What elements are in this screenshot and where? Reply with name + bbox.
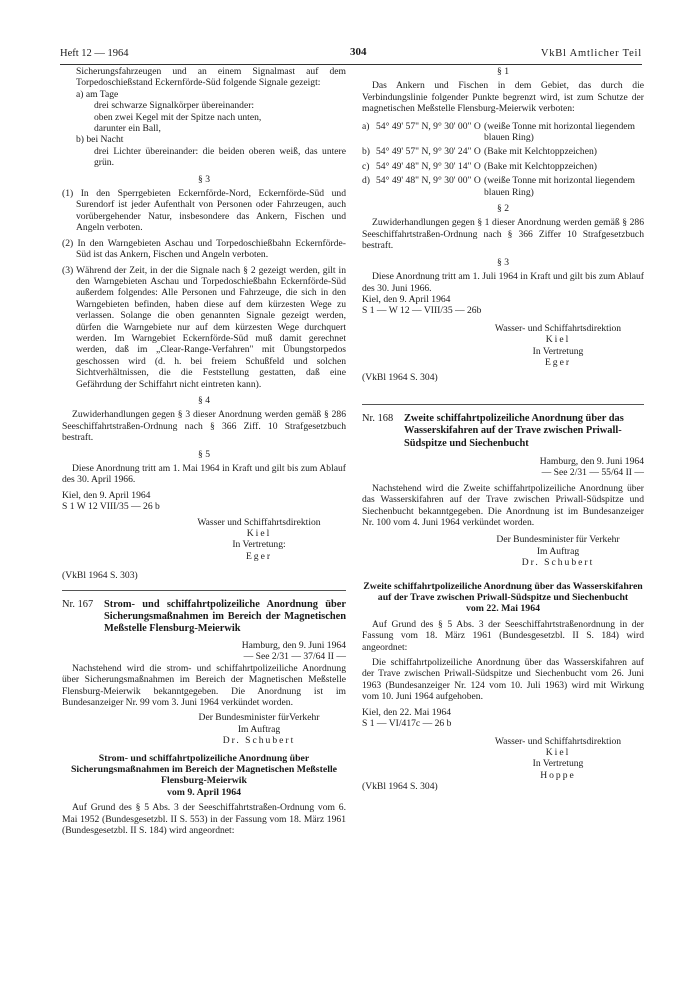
coordinate-description: (weiße Tonne mit horizontal liegendem blauen Ring) [484, 120, 636, 144]
coordinate-id: d) [362, 175, 370, 187]
coordinate-position: 54° 49' 57" N, 9° 30' 00" O [376, 120, 481, 132]
signature-line: In Vertretung [532, 758, 584, 770]
paragraph: Das Ankern und Fischen in dem Gebiet, das durch die Verbindungslinie folgender Punkte begrenzt wird, ist zum Schutze der magnetischen Meßstelle Flensburg-Meierwik verboten: [362, 80, 644, 115]
ordinance-date: vom 22. Mai 1964 [465, 603, 540, 615]
signature-line: Wasser- und Schiffahrtsdirektion [494, 322, 622, 334]
place-date: Kiel, den 22. Mai 1964 [362, 706, 451, 718]
coordinate-id: c) [362, 160, 370, 172]
left-column [62, 66, 346, 836]
signature-line: Der Bundesminister fürVerkehr [198, 712, 320, 724]
source-reference: (VkBl 1964 S. 303) [62, 570, 138, 582]
article-heading [62, 599, 346, 636]
ordinance-date: vom 9. April 1964 [166, 786, 242, 798]
signature-line: Dr. Schubert [222, 735, 296, 747]
article-title: Zweite schiffahrtpolizeiliche Anordnung über das Wasserskifahren auf der Trave zwischen Priwall-Südspitze und Siechenbucht [404, 412, 624, 449]
paragraph: (2) In den Warngebieten Aschau und Torpedoschießbahn Eckernförde-Süd ist das Ankern, Fischen und Angeln verboten. [62, 237, 346, 261]
paragraph: Zuwiderhandlungen gegen § 3 dieser Anordnung werden gemäß § 286 Seeschiffahrtstraßen-Ordnung nach § 366 Ziff. 10 Strafgesetzbuch bestraft. [62, 409, 346, 444]
signature-block [62, 517, 346, 563]
signal-night-label: b) bei Nacht [76, 134, 124, 146]
reference-number: — See 2/31 — 55/64 II — [541, 467, 644, 479]
place-date: Kiel, den 9. April 1964 [62, 489, 151, 501]
paragraph: Zuwiderhandlungen gegen § 1 dieser Anordnung werden gemäß § 286 Seeschiffahrtstraßen-Ordnung nach § 366 Ziffer 10 Strafgesetzbuch bestraft. [362, 217, 644, 252]
article-title: Strom- und schiffahrtpolizeiliche Anordnung über Sicherungsmaßnahmen im Bereich der Magnetischen Meßstelle Flensburg-Meierwik [104, 598, 346, 635]
reference-number: S 1 — W 12 — VIII/35 — 26b [362, 305, 482, 317]
paragraph: Nachstehend wird die strom- und schiffahrtpolizeiliche Anordnung über Sicherungsmaßnahmen im Bereich der Magnetischen Meßstelle Flensburg-Meierwik bekanntgegeben. Die Anordnung ist im Bundesanzeiger Nr. 99 vom 3. Juni 1964 verkündet worden. [62, 662, 346, 708]
signature-line: Eger [245, 550, 273, 562]
coordinate-position: 54° 49' 57" N, 9° 30' 24" O [376, 146, 481, 158]
coordinate-row [362, 146, 644, 157]
signature-block [362, 736, 644, 782]
signal-day-line: oben zwei Kegel mit der Spitze nach unten, [94, 111, 262, 123]
coordinate-row [362, 121, 644, 144]
article-heading [362, 413, 644, 450]
issue-label: Heft 12 — 1964 [60, 48, 129, 59]
place-date: Hamburg, den 9. Juni 1964 [539, 455, 644, 467]
signal-day-line: drei schwarze Signalkörper übereinander: [94, 100, 255, 112]
reference-number: S 1 W 12 VIII/35 — 26 b [62, 501, 160, 513]
signature-line: Im Auftrag [237, 723, 281, 735]
signature-line: Wasser- und Schiffahrtsdirektion [494, 735, 622, 747]
signature-line: Eger [544, 356, 572, 368]
ordinance-title: Zweite schiffahrtpolizeiliche Anordnung über das Wasserskifahren auf der Trave zwischen Priwall-Südspitze und Siechenbucht [363, 580, 643, 604]
source-reference: (VkBl 1964 S. 304) [362, 372, 438, 384]
section-heading: § 1 [497, 66, 509, 77]
divider [62, 590, 346, 591]
signature-line: Hoppe [540, 769, 576, 781]
coordinate-row [362, 175, 644, 198]
signature-line: Im Auftrag [536, 545, 580, 557]
coordinate-row [362, 161, 644, 172]
coordinate-description: (weiße Tonne mit horizontal liegendem blauen Ring) [484, 175, 636, 198]
paragraph: (1) In den Sperrgebieten Eckernförde-Nord, Eckernförde-Süd und Surendorf ist jeder Aufenthalt von Personen oder Fahrzeugen, auch vorübergehender Natur, insbesondere das Ankern, Fischen und Angeln verboten. [62, 188, 346, 234]
section-heading: § 3 [497, 256, 509, 268]
signature-line: Kiel [545, 746, 571, 758]
paragraph: Auf Grund des § 5 Abs. 3 der Seeschiffahrtstraßenordnung in der Fassung vom 18. März 1961 (Bundesgesetzbl. II S. 184) wird angeordnet: [362, 618, 644, 653]
journal-section: VkBl Amtlicher Teil [540, 48, 642, 59]
signature-line: In Vertretung [532, 345, 584, 357]
coordinate-description: (Bake mit Kelchtoppzeichen) [484, 160, 597, 172]
source-reference: (VkBl 1964 S. 304) [362, 781, 438, 793]
paragraph: Die schiffahrtpolizeiliche Anordnung über das Wasserskifahren auf der Trave zwischen Priwall-Südspitze und Siechenbucht vom 26. Juni 1963 (Bundesanzeiger Nr. 124 vom 10. Juli 1963) wird mit Wirkung vom 10. Juni 1964 aufgehoben. [362, 657, 644, 703]
signature-line: Der Bundesminister für Verkehr [496, 534, 620, 546]
coordinate-list [362, 121, 644, 198]
paragraph: (3) Während der Zeit, in der die Signale nach § 2 gezeigt werden, gilt in den Warngebieten Aschau und Torpedoschießbahn Eckernförde-Süd außerdem folgendes: Alle Personen und Fahrzeuge, die sich in den Warngebieten befinden, haben diese auf dem kürzesten Wege zu verlassen. Solange die oben genannten Signale gezeigt werden, dürfen die Warngebiete nur auf dem kürzesten Wege durchquert werden. Im Warngebiet Eckernförde-Süd muß damit gerechnet werden, daß im „Clear-Range-Verfahren" mit Übungstorpedos geschossen wird (d. h. bei freiem Schußfeld und solchen Sichtverhältnissen, die die Feststellung gestatten, daß eine Gefährdung der Schiffahrt nicht eintreten kann). [62, 264, 346, 390]
section-heading: § 2 [497, 203, 509, 215]
reference-number: S 1 — VI/417c — 26 b [362, 718, 452, 730]
paragraph: Auf Grund des § 5 Abs. 3 der Seeschiffahrtstraßen-Ordnung vom 6. Mai 1952 (Bundesgesetzbl. II S. 553) in der Fassung vom 18. März 1961 (Bundesgesetzbl. II S. 184) wird angeordnet: [62, 802, 346, 836]
paragraph: Diese Anordnung tritt am 1. Mai 1964 in Kraft und gilt bis zum Ablauf des 30. April 1966. [62, 463, 346, 486]
page-header [60, 46, 642, 65]
signature-line: In Vertretung: [232, 539, 286, 551]
place-date: Kiel, den 9. April 1964 [362, 293, 451, 305]
right-column [362, 66, 644, 793]
signature-line: Wasser und Schiffahrtsdirektion [197, 516, 321, 528]
signature-block [362, 323, 644, 369]
section-heading: § 4 [198, 394, 210, 406]
signal-day-label: a) am Tage [76, 88, 119, 100]
reference-number: — See 2/31 — 37/64 II — [243, 651, 346, 663]
signature-line: Kiel [246, 528, 272, 540]
ordinance-title: Strom- und schiffahrtpolizeiliche Anordnung über Sicherungsmaßnahmen im Bereich der Magnetischen Meßstelle Flensburg-Meierwik [70, 752, 338, 787]
signature-block [362, 534, 644, 568]
signal-night-text: drei Lichter übereinander: die beiden oberen weiß, das untere grün. [94, 145, 346, 169]
article-number: Nr. 167 [62, 598, 94, 610]
coordinate-id: b) [362, 146, 370, 158]
signature-line: Dr. Schubert [521, 557, 595, 569]
page-number: 304 [350, 46, 367, 58]
paragraph: Nachstehend wird die Zweite schiffahrtpolizeiliche Anordnung über das Wasserskifahren auf der Trave zwischen Priwall-Südspitze und Siechenbucht bekanntgegeben. Die Anordnung ist im Bundesanzeiger Nr. 100 vom 4. Juni 1964 verkündet worden. [362, 482, 644, 528]
signature-block [62, 712, 346, 746]
coordinate-position: 54° 49' 48" N, 9° 30' 00" O [376, 175, 481, 187]
paragraph: Diese Anordnung tritt am 1. Juli 1964 in Kraft und gilt bis zum Ablauf des 30. Juni 1966. [362, 271, 644, 294]
signal-day-text [62, 100, 346, 134]
coordinate-position: 54° 49' 48" N, 9° 30' 14" O [376, 160, 481, 172]
coordinate-id: a) [362, 120, 370, 132]
section-heading: § 5 [198, 448, 210, 460]
article-number: Nr. 168 [362, 412, 394, 424]
section-heading: § 3 [198, 173, 210, 185]
coordinate-description: (Bake mit Kelchtoppzeichen) [484, 146, 597, 158]
intro-text: Sicherungsfahrzeugen und an einem Signalmast auf dem Torpedoschießstand Eckernförde-Süd folgende Signale gezeigt: [76, 66, 346, 89]
divider [362, 404, 644, 405]
signal-day-line: darunter ein Ball, [94, 123, 161, 135]
signature-line: Kiel [545, 334, 571, 346]
place-date: Hamburg, den 9. Juni 1964 [241, 639, 346, 651]
